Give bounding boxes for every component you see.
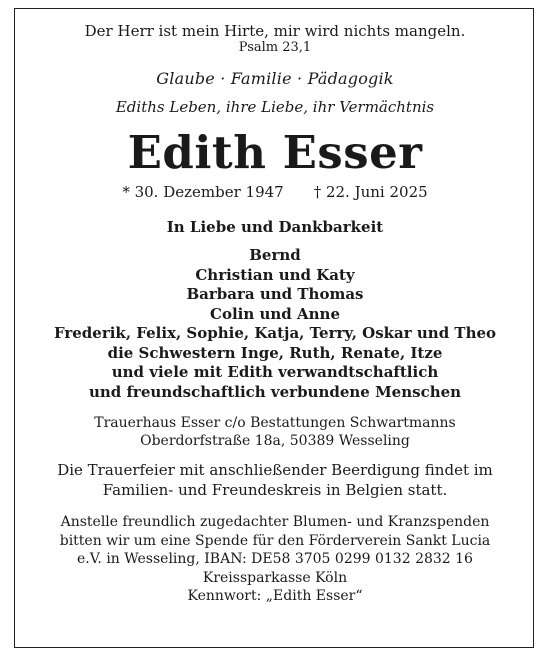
address-line: Oberdorfstraße 18a, 50389 Wesseling <box>140 433 410 449</box>
mourner-line: Bernd <box>249 246 301 264</box>
dedication-line: In Liebe und Dankbarkeit <box>166 218 384 236</box>
ceremony-line: Die Trauerfeier mit anschließender Beerdigung findet im <box>57 461 493 479</box>
mourner-line: Barbara und Thomas <box>186 285 364 303</box>
mourner-line: und freundschaftlich verbundene Menschen <box>88 382 462 401</box>
ceremony-line: Familien- und Freundeskreis in Belgien statt. <box>102 481 448 499</box>
mourner-line: und viele mit Edith verwandtschaftlich <box>111 363 439 381</box>
mourner-line: Frederik, Felix, Sophie, Katja, Terry, Oskar und Theo <box>53 324 497 342</box>
ceremony-info <box>16 460 534 500</box>
deceased-name: Edith Esser <box>127 126 423 179</box>
mourner-line: Colin und Anne <box>210 304 340 323</box>
donation-line: bitten wir um eine Spende für den Förderverein Sankt Lucia <box>59 532 491 549</box>
donation-line: Kreissparkasse Köln <box>202 569 348 586</box>
donation-line: Anstelle freundlich zugedachter Blumen- und Kranzspenden <box>60 514 490 530</box>
address-line: Trauerhaus Esser c/o Bestattungen Schwartmanns <box>94 415 456 431</box>
death-date: † 22. Juni 2025 <box>313 183 428 201</box>
mourner-line: Christian und Katy <box>195 265 355 284</box>
birth-date: * 30. Dezember 1947 <box>122 183 284 201</box>
mourner-line: die Schwestern Inge, Ruth, Renate, Itze <box>107 343 443 362</box>
mourners-list <box>16 246 534 402</box>
donation-request <box>16 513 534 606</box>
life-motto: Glaube · Familie · Pädagogik <box>156 69 394 88</box>
donation-line: Kennwort: „Edith Esser“ <box>187 588 363 604</box>
life-dates <box>16 183 534 202</box>
verse-reference: Psalm 23,1 <box>238 40 312 55</box>
mourning-house-address <box>16 414 534 450</box>
tribute-subtitle: Ediths Leben, ihre Liebe, ihr Vermächtnis <box>115 98 435 116</box>
bible-verse: Der Herr ist mein Hirte, mir wird nichts mangeln. <box>84 22 466 40</box>
obituary-notice <box>16 10 534 606</box>
donation-line: e.V. in Wesseling, IBAN: DE58 3705 0299 0132 2832 16 <box>77 551 473 567</box>
